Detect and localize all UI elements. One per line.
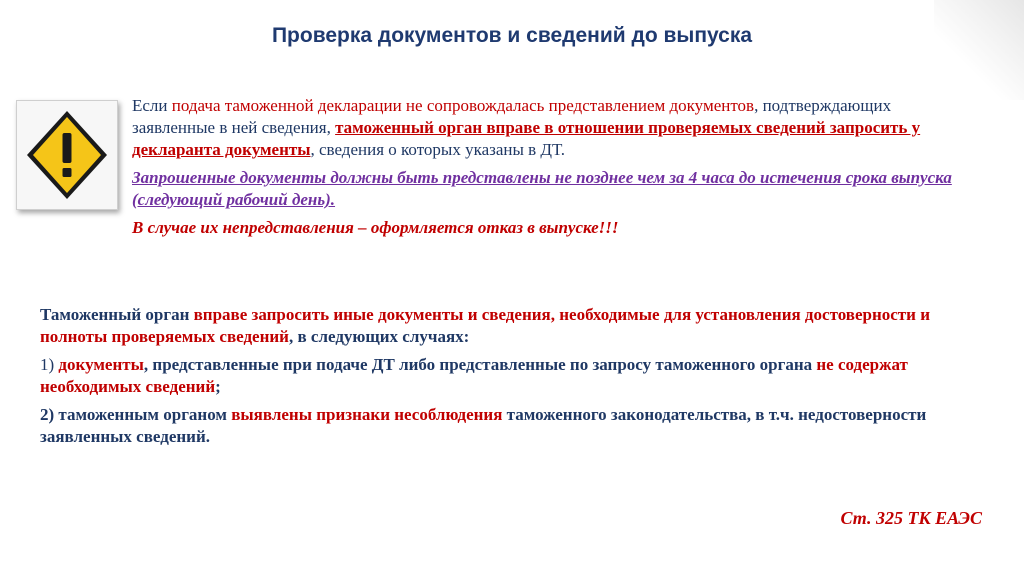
legal-citation: Ст. 325 ТК ЕАЭС <box>840 508 982 528</box>
text-fragment: Таможенный орган <box>40 305 194 324</box>
cases-intro-paragraph <box>40 304 940 348</box>
refusal-paragraph: В случае их непредставления – оформляется отказ в выпуске!!! <box>132 218 619 237</box>
case-1-paragraph <box>40 354 940 398</box>
warning-sign-icon <box>16 100 118 210</box>
text-fragment: Если <box>132 96 172 115</box>
text-fragment: 1) <box>40 355 59 374</box>
text-fragment: таможенного законодательства, в т.ч. недостоверности заявленных сведений. <box>40 405 927 446</box>
case-2-paragraph <box>40 404 940 448</box>
page-title: Проверка документов и сведений до выпуска <box>271 24 753 47</box>
additional-request-block <box>40 304 940 454</box>
highlight-fragment: выявлены признаки несоблюдения <box>231 405 503 424</box>
highlight-fragment: подача таможенной декларации не сопровождалась представлением документов <box>171 96 755 115</box>
highlight-fragment: документы <box>58 355 144 374</box>
documents-request-paragraph <box>132 95 952 161</box>
highlight-fragment: вправе запросить иные документы и сведения, необходимые для установления достоверности и полноты проверяемых сведений <box>40 305 930 346</box>
text-fragment: , представленные при подаче ДТ либо представленные по запросу таможенного органа <box>143 355 817 374</box>
text-fragment: , подтверждающих заявленные в ней сведения, <box>132 96 892 137</box>
text-fragment: , сведения о которых указаны в ДТ. <box>310 140 565 159</box>
highlight-fragment: таможенный орган вправе в отношении проверяемых сведений запросить у декларанта документы <box>132 118 921 159</box>
text-fragment: , в следующих случаях: <box>288 327 470 346</box>
highlight-fragment: не содержат необходимых сведений <box>40 355 908 396</box>
corner-decoration <box>934 0 1024 100</box>
release-check-block <box>132 95 952 245</box>
text-fragment: ; <box>215 377 221 396</box>
text-fragment: 2) таможенным органом <box>40 405 232 424</box>
deadline-paragraph: Запрошенные документы должны быть представлены не позднее чем за 4 часа до истечения срока выпуска (следующий рабочий день). <box>132 168 952 209</box>
